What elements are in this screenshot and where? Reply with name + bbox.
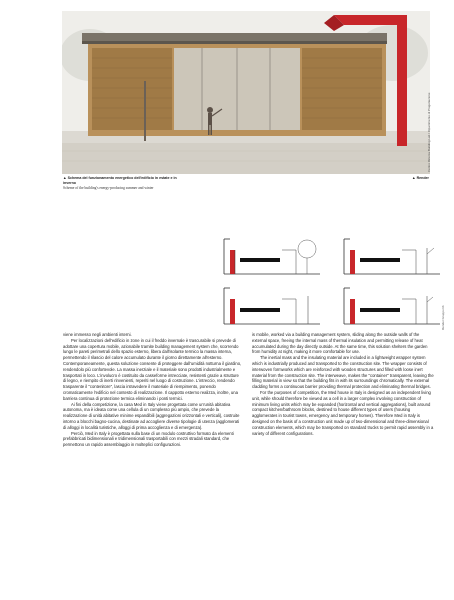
diagram-summer-night — [344, 239, 440, 274]
diagram-winter-night — [344, 288, 440, 324]
render-credit: Centro Ricerca Building Lab / Dipartimento di Progettazione — [427, 92, 431, 172]
english-paragraph-3: For the purposes of competition, the Med house in Italy is designed as an independent living unit, while should therefore be viewed as a cell in a larger complex involving construction of minimum living units which may be expanded (horizontal and vertical aggregations), built around compact kitchen/bathroom blocks, destined to house different types of users (housing agglomerates in tourist towns, emergency and temporary homes). Therefore Med in Italy is designed on the basis of a construction unit made up of two-dimensional and three-dimensional construction elements, which may be transported on standard trucks to permit rapid assembly in a variety of different configurations. — [252, 389, 434, 436]
caption-render — [412, 176, 429, 180]
caption-arrow-icon: ▲ — [63, 176, 67, 180]
diagram-summer-day — [224, 239, 320, 274]
italian-paragraph-4: Perciò, Med in Italy è progettata sulla base di un modulo costruttivo formato da elementi prefabbricati bidimensionali e tridimensionali trasportabili con mezzi stradali standard, che permettono un rapido assemblaggio in molteplici configurazioni. — [63, 430, 234, 448]
english-paragraph-2: The inertial mass and the insulating material are included in a lightweight wrapper system which is industrially produced and transported to the construction site. The wrapper consists of interwoven formworks which are reinforced with wooden structures and filled with loose inert material from the construction site. The interweave, makes the "container" transparent, leaving the filling material in view so that the building fits in with its surroundings chromatically. The external cladding forms a continuous barrier providing thermal protection and eliminating thermal bridges. — [252, 355, 434, 390]
caption-italian — [63, 176, 183, 185]
house-render-illustration — [62, 11, 430, 174]
caption-italian-text: Schema del funzionamento energetico dell'edificio in estate e in inverno — [63, 176, 177, 185]
diagrams-credit: Render Gruppo Ri. — [441, 304, 445, 330]
diagram-winter-day — [224, 288, 320, 324]
caption-english: Scheme of the building's energy-producing summer and winter — [63, 186, 154, 190]
body-text-italian — [63, 332, 243, 448]
energy-diagrams — [222, 236, 442, 330]
english-paragraph-1: is mobile, worked via a building management system, sliding along the outside walls of the external space, freeing the internal mass of thermal insulation and permitting release of heat accumulated during the day directly outside. At the same time, this solution shelters the garden from humidity at night, making it more comfortable for use. — [252, 332, 428, 355]
body-text-english — [252, 332, 435, 436]
caption-render-text: Render — [416, 176, 429, 180]
italian-paragraph-1: viene immesso negli ambienti interni. — [63, 332, 132, 337]
render-image — [62, 11, 430, 174]
render-arrow-icon: ▲ — [412, 176, 416, 180]
energy-scheme-drawings — [222, 236, 442, 330]
italian-paragraph-3: Ai fini della competizione, la casa Med in Italy viene progettata come un'unità abitativa autonoma, ma è ideata come una cellula di un complesso più ampio, che prevede la realizzazione di unità abitative minime espandibili (aggregazioni orizzontali e verticali), costruite intorno a blocchi bagno-cucina, destinate ad accogliere diverse tipologie di utenza (agglomerati di alloggi in località turistiche, alloggi di prima accoglienza e di emergenza). — [63, 401, 240, 430]
italian-paragraph-2: Per localizzazioni dell'edificio in zone in cui il freddo invernale è trascurabile si prevede di adottare una copertura mobile, azionabile tramite building management system che, scorrendo lungo le pareti perimetrali dello spazio esterno, libera dall'isolante termico la massa interna, permettendo il rilascio del calore accumulato durante il giorno direttamente all'esterno. Contemporaneamente, questa soluzione consente di proteggere dall'umidità notturna il giardino, rendendolo più confortevole. La massa inerziale e il materiale sono prodotti industrialmente e trasportati in loco. L'involucro è costituito da casseforme intrecciate, resistenti grazie a strutture di legno, e riempito di inerti rinvenienti, reperiti nel luogo di costruzione. L'intreccio, rendendo trasparente il "contenitore", lascia intravedere il materiale di riempimento, ponendo cromaticamente l'edificio nel contesto di realizzazione. Il cappotto esterno realizza, inoltre, una barriera continua di protezione termica eliminando i ponti termici. — [63, 337, 242, 401]
